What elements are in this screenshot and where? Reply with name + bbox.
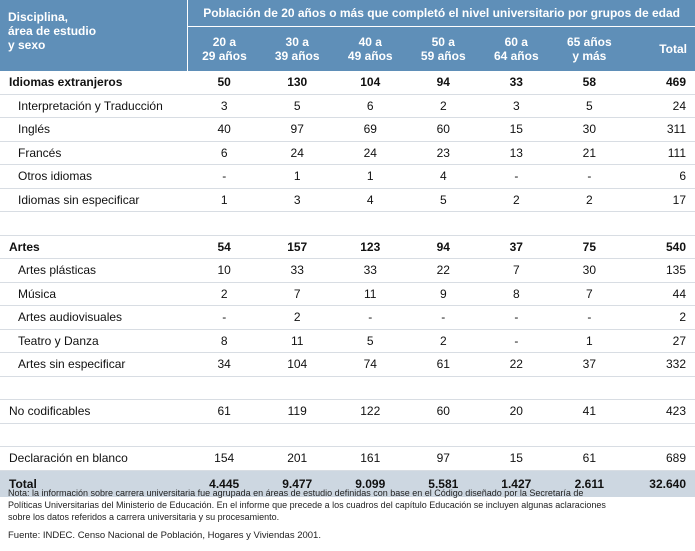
total-cell: 17 xyxy=(626,188,695,212)
category-row xyxy=(0,400,695,424)
table-note: Nota: la información sobre carrera universitaria fue agrupada en áreas de estudio definidas con base en el Código diseñado por la Secretaría de Políticas Universitarias del Ministerio de Educación. En el informe que precede a los cuadros del capítulo Educación se incluyen algunas aclaraciones sobre los datos referidos a carrera universitaria y su procesamiento. xyxy=(8,488,606,522)
value-cell: 7 xyxy=(480,259,553,283)
spacer-row xyxy=(0,212,695,236)
value-cell: 97 xyxy=(407,447,480,471)
table-row xyxy=(0,141,695,165)
total-cell: 27 xyxy=(626,329,695,353)
value-cell: - xyxy=(188,306,261,330)
age-group-header xyxy=(407,27,480,72)
age-group-line: 30 a xyxy=(285,35,309,49)
value-cell: 2 xyxy=(553,188,626,212)
value-cell: 94 xyxy=(407,235,480,259)
table-row xyxy=(0,353,695,377)
value-cell: 54 xyxy=(188,235,261,259)
value-cell: 22 xyxy=(480,353,553,377)
table-row xyxy=(0,329,695,353)
table-row xyxy=(0,118,695,142)
value-cell: 23 xyxy=(407,141,480,165)
value-cell: 94 xyxy=(407,71,480,94)
row-label: Inglés xyxy=(0,118,188,142)
stub-header-line: área de estudio xyxy=(8,24,97,38)
value-cell: 74 xyxy=(334,353,407,377)
row-label: Artes plásticas xyxy=(0,259,188,283)
value-cell: 5.581 xyxy=(407,470,480,497)
age-group-line: y más xyxy=(572,49,607,63)
value-cell: 2 xyxy=(407,94,480,118)
total-cell: 311 xyxy=(626,118,695,142)
value-cell: 7 xyxy=(553,282,626,306)
value-cell: 154 xyxy=(188,447,261,471)
value-cell: 20 xyxy=(480,400,553,424)
value-cell: 40 xyxy=(188,118,261,142)
value-cell: 3 xyxy=(261,188,334,212)
total-cell: 469 xyxy=(626,71,695,94)
value-cell: 30 xyxy=(553,118,626,142)
age-group-line: 20 a xyxy=(212,35,237,49)
value-cell: - xyxy=(553,306,626,330)
value-cell: 8 xyxy=(188,329,261,353)
value-cell: 37 xyxy=(553,353,626,377)
total-cell: 2 xyxy=(626,306,695,330)
value-cell: 24 xyxy=(261,141,334,165)
value-cell: 4.445 xyxy=(188,470,261,497)
value-cell: 61 xyxy=(407,353,480,377)
age-group-line: 59 años xyxy=(420,49,466,63)
value-cell: 2 xyxy=(188,282,261,306)
value-cell: 123 xyxy=(334,235,407,259)
value-cell: 1 xyxy=(261,165,334,189)
value-cell: 97 xyxy=(261,118,334,142)
table-row xyxy=(0,188,695,212)
value-cell: 119 xyxy=(261,400,334,424)
age-group-line: 29 años xyxy=(202,49,247,63)
value-cell: 2.611 xyxy=(553,470,626,497)
value-cell: 9 xyxy=(407,282,480,306)
age-group-line: 65 años xyxy=(566,35,612,49)
value-cell: 5 xyxy=(407,188,480,212)
age-group-line: 49 años xyxy=(347,49,393,63)
value-cell: 41 xyxy=(553,400,626,424)
value-cell: 9.099 xyxy=(334,470,407,497)
value-cell: 7 xyxy=(261,282,334,306)
table-body xyxy=(0,71,695,497)
value-cell: - xyxy=(553,165,626,189)
value-cell: 5 xyxy=(553,94,626,118)
row-label: Idiomas sin especificar xyxy=(0,188,188,212)
value-cell: 34 xyxy=(188,353,261,377)
value-cell: 5 xyxy=(261,94,334,118)
age-group-line: 60 a xyxy=(504,35,528,49)
value-cell: 37 xyxy=(480,235,553,259)
value-cell: 3 xyxy=(480,94,553,118)
value-cell: 9.477 xyxy=(261,470,334,497)
row-label: Total xyxy=(0,470,188,497)
spacer-cell xyxy=(0,423,695,447)
value-cell: 10 xyxy=(188,259,261,283)
total-cell: 423 xyxy=(626,400,695,424)
stub-header-line: y sexo xyxy=(8,38,46,52)
row-label: Otros idiomas xyxy=(0,165,188,189)
value-cell: 33 xyxy=(334,259,407,283)
table-row xyxy=(0,259,695,283)
value-cell: 201 xyxy=(261,447,334,471)
value-cell: 21 xyxy=(553,141,626,165)
total-cell: 32.640 xyxy=(626,470,695,497)
value-cell: 11 xyxy=(334,282,407,306)
total-cell: 44 xyxy=(626,282,695,306)
row-label: Artes xyxy=(0,235,188,259)
value-cell: 1 xyxy=(334,165,407,189)
row-label: Declaración en blanco xyxy=(0,447,188,471)
value-cell: 75 xyxy=(553,235,626,259)
value-cell: 13 xyxy=(480,141,553,165)
row-label: Artes audiovisuales xyxy=(0,306,188,330)
row-label: Música xyxy=(0,282,188,306)
row-label: Interpretación y Traducción xyxy=(0,94,188,118)
value-cell: - xyxy=(480,165,553,189)
value-cell: 157 xyxy=(261,235,334,259)
age-group-header xyxy=(261,27,334,72)
age-group-header xyxy=(334,27,407,72)
value-cell: 24 xyxy=(334,141,407,165)
value-cell: 5 xyxy=(334,329,407,353)
value-cell: 6 xyxy=(334,94,407,118)
value-cell: 4 xyxy=(334,188,407,212)
stub-header-line: Disciplina, xyxy=(8,10,69,24)
value-cell: 104 xyxy=(261,353,334,377)
value-cell: 8 xyxy=(480,282,553,306)
value-cell: 161 xyxy=(334,447,407,471)
category-row xyxy=(0,235,695,259)
value-cell: 2 xyxy=(407,329,480,353)
row-label: Idiomas extranjeros xyxy=(0,71,188,94)
stub-header xyxy=(0,0,188,71)
value-cell: 122 xyxy=(334,400,407,424)
spacer-cell xyxy=(0,212,695,236)
value-cell: 4 xyxy=(407,165,480,189)
value-cell: 30 xyxy=(553,259,626,283)
table-row xyxy=(0,282,695,306)
age-group-line: 50 a xyxy=(431,35,455,49)
value-cell: 61 xyxy=(188,400,261,424)
value-cell: - xyxy=(480,329,553,353)
value-cell: 33 xyxy=(480,71,553,94)
value-cell: 1 xyxy=(188,188,261,212)
age-group-line: 64 años xyxy=(493,49,539,63)
spanning-header: Población de 20 años o más que completó el nivel universitario por grupos de edad xyxy=(188,0,695,27)
age-group-header xyxy=(480,27,553,72)
row-label: Teatro y Danza xyxy=(0,329,188,353)
total-cell: 135 xyxy=(626,259,695,283)
value-cell: 60 xyxy=(407,118,480,142)
total-cell: 111 xyxy=(626,141,695,165)
age-group-line: 39 años xyxy=(274,49,320,63)
total-cell: 332 xyxy=(626,353,695,377)
value-cell: 22 xyxy=(407,259,480,283)
value-cell: 33 xyxy=(261,259,334,283)
value-cell: 11 xyxy=(261,329,334,353)
value-cell: 61 xyxy=(553,447,626,471)
value-cell: - xyxy=(407,306,480,330)
table-source: Fuente: INDEC. Censo Nacional de Población, Hogares y Viviendas 2001. xyxy=(8,530,321,541)
value-cell: 1.427 xyxy=(480,470,553,497)
table-row xyxy=(0,306,695,330)
value-cell: 3 xyxy=(188,94,261,118)
table-row xyxy=(0,165,695,189)
value-cell: 15 xyxy=(480,447,553,471)
value-cell: - xyxy=(188,165,261,189)
row-label: Artes sin especificar xyxy=(0,353,188,377)
value-cell: 104 xyxy=(334,71,407,94)
category-row xyxy=(0,447,695,471)
spacer-cell xyxy=(0,376,695,400)
table-header xyxy=(0,0,695,71)
value-cell: 69 xyxy=(334,118,407,142)
value-cell: - xyxy=(334,306,407,330)
spacer-row xyxy=(0,376,695,400)
value-cell: 15 xyxy=(480,118,553,142)
value-cell: 2 xyxy=(261,306,334,330)
total-cell: 24 xyxy=(626,94,695,118)
value-cell: - xyxy=(480,306,553,330)
total-cell: 6 xyxy=(626,165,695,189)
row-label: No codificables xyxy=(0,400,188,424)
total-cell: 689 xyxy=(626,447,695,471)
age-group-header xyxy=(553,27,626,72)
value-cell: 2 xyxy=(480,188,553,212)
value-cell: 50 xyxy=(188,71,261,94)
category-row xyxy=(0,71,695,94)
age-group-header xyxy=(188,27,261,72)
row-label: Francés xyxy=(0,141,188,165)
value-cell: 58 xyxy=(553,71,626,94)
age-group-line: 40 a xyxy=(358,35,382,49)
table-row xyxy=(0,94,695,118)
value-cell: 1 xyxy=(553,329,626,353)
total-cell: 540 xyxy=(626,235,695,259)
value-cell: 60 xyxy=(407,400,480,424)
value-cell: 6 xyxy=(188,141,261,165)
value-cell: 130 xyxy=(261,71,334,94)
spacer-row xyxy=(0,423,695,447)
total-header: Total xyxy=(626,27,695,72)
